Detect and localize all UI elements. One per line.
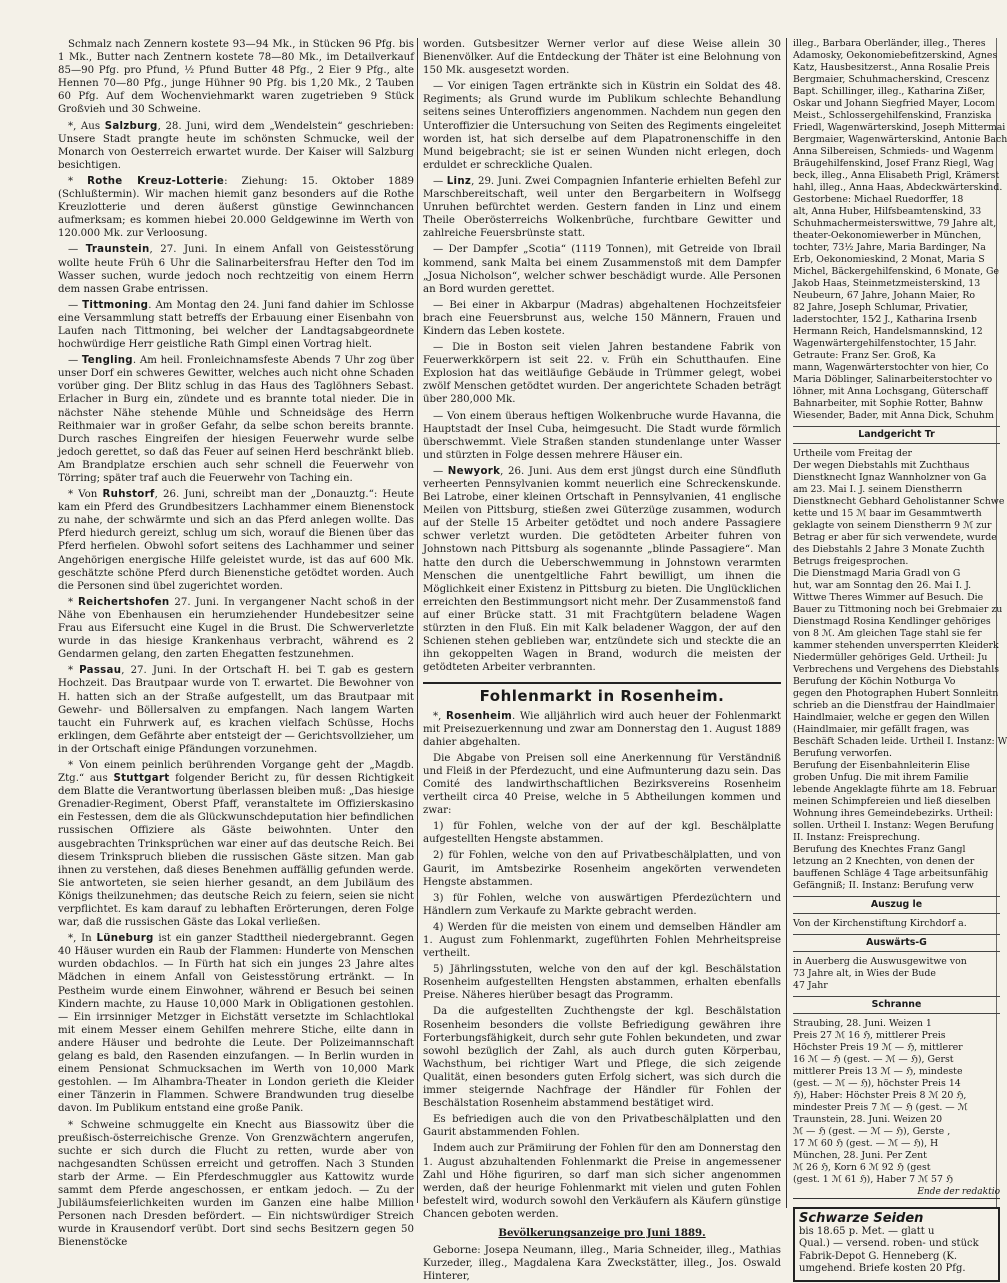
paragraph: — Von einem überaus heftigen Wolkenbruche wurde Havanna, die Hauptstadt der Insel Cuba, heimgesucht. Die Stadt wurde förmlich überschwemmt. Viele Straßen standen stundenlange unter Wasser und stürzten in Folge dessen mehrere Häuser ein.: [423, 410, 781, 462]
list-line: Beschäft Schaden leide. Urtheil I. Instanz: W: [793, 736, 1007, 747]
outside-heading: Auswärts-G: [793, 934, 1000, 952]
place-name: Rothe Kreuz-Lotterie: [87, 175, 225, 187]
paragraph: — Tengling. Am heil. Fronleichnamsfeste Abends 7 Uhr zog über unser Dorf ein schweres Gewitter, welches auch nicht ohne Schaden vorüber ging. Der Blitz schlug in das Haus des Taglöhners Sebast. Erlacher in Burg ein, zündete und es brannte total nieder. Die in nächster Nähe stehende Mühle und Schneidsäge des Herrn Reithmaier war in großer Gefahr, da selbe schon bereits brannte. Durch rasches Eingreifen der hiesigen Feuerwehr wurde selbe jedoch gerettet, so daß das Feuer auf seinen Herd beschränkt blieb. Am Brandplatze erschien auch sehr schnell die Feuerwehr von Törring; später traf auch die Feuerwehr von Taching ein.: [58, 354, 414, 485]
list-line: Erb, Oekonomieskind, 2 Monat, Maria S: [793, 254, 985, 265]
end-note: Ende der redaktio: [793, 1186, 1000, 1199]
paragraph: * Schweine schmuggelte ein Knecht aus Biassowitz über die preußisch-österreichische Grenze. Von Grenzwächtern angerufen, suchte er sich durch die Flucht zu retten, wurde aber von nachgesandten Schüssen erreicht und getroffen. Nach 3 Stunden starb der Arme. — Ein Pferdeschmuggler aus Kattowitz wurde sammt dem Pferde angeschossen, er entkam jedoch. — Zu der Jubiläumsfeierlichkeiten wurden im Ganzen eine halbe Million Personen nach Dresden befördert. — Ein nichtswürdiger Streich wurde in Krausendorf verübt. Dort sind sechs Besitzern gegen 50 Bienenstöcke: [58, 1119, 414, 1249]
list-line: am 23. Mai I. J. seinem Dienstherrn: [793, 484, 963, 495]
advertisement: [793, 1207, 1000, 1282]
list-line: Anna Silbereisen, Schmieds- und Wagenm: [793, 146, 994, 157]
paragraph: 1) für Fohlen, welche von der auf der kgl. Beschälplatte aufgestellten Hengste abstammen.: [423, 821, 781, 846]
ad-lines: [799, 1226, 994, 1276]
paragraph-text: 27. Juni. In vergangener Nacht schoß in der Nähe von Ebenhausen ein herumziehender Hundebesitzer seine Frau aus Eifersucht eine Kugel in die Brust. Die Schwerverletzte wurde in das hiesige Krankenhaus verbracht, während es 2 Gendarmen gelang, den zarten Ehegatten festzunehmen.: [58, 596, 414, 661]
list-line: Haindlmaier, welche er gegen den Willen: [793, 712, 990, 723]
ad-line: Qual.) — versend. roben- und stück: [799, 1238, 979, 1249]
list-line: letzung an 2 Knechten, von denen der: [793, 856, 975, 867]
place-name: Stuttgart: [113, 773, 170, 785]
paragraph: * Von einem peinlich berührenden Vorgange geht der „Magdb. Ztg.“ aus Stuttgart folgender Bericht zu, für dessen Richtigkeit dem Blatte die Verantwortung überlassen bleiben muß: „Das hiesige Grenadier-Regiment, Oberst Pfaff, veranstaltete im Offizierskasino ein Festessen, dem die als Glückwunschdeputation hier befindlichen russischen Offiziere als Gäste beiwohnten. Unter den ausgebrachten Trinksprüchen war einer auf das deutsche Reich. Bei diesem Trinkspruch blieben die russischen Gäste sitzen. Man gab ihnen zu verstehen, daß dieses Benehmen auffällig gefunden werde. Sie antworteten, sie seien hierher gesandt, an dem Jubiläum des Königs theilzunehmen; das deutsche Reich zu feiern, seien sie nicht verpflichtet. Es kam darauf zu lebhaften Erörterungen, deren Folge war, daß die russischen Gäste das Lokal verließen.: [58, 759, 414, 929]
grain-heading: Schranne: [793, 996, 1000, 1014]
paragraph: — Traunstein, 27. Juni. In einem Anfall von Geistesstörung wollte heute Früh 6 Uhr die Salinarbeitersfrau Hefter den Tod im Wasser suchen, wurde jedoch noch rechtzeitig von einem Herrn dem nassen Grabe entrissen.: [58, 243, 414, 295]
ad-line: bis 18.65 p. Met. — glatt u: [799, 1225, 935, 1237]
list-line: von 8 ℳ. Am gleichen Tage stahl sie fer: [793, 628, 982, 639]
list-line: hahl, illeg., Anna Haas, Abdeckwärterskind.: [793, 182, 1003, 193]
place-name: Linz: [446, 175, 472, 187]
ad-line: umgehend. Briefe kosten 20 Pfg.: [799, 1263, 966, 1274]
paragraph: 2) für Fohlen, welche von den auf Privatbeschälplatten, und von Gaurit, im Amtsbezirke Rosenheim angekörten verwendeten Hengste abstammen.: [423, 850, 781, 888]
list-line: theater-Oekonomiewerber in München,: [793, 230, 982, 241]
paragraph: *, Rosenheim. Wie alljährlich wird auch heuer der Fohlenmarkt mit Preisezuerkennung und zwar am Donnerstag den 1. August 1889 dahier abgehalten.: [423, 710, 781, 748]
section-title: Fohlenmarkt in Rosenheim.: [423, 682, 781, 703]
list-line: Jakob Haas, Steinmetzmeisterskind, 13: [793, 278, 981, 289]
list-line: Dienstmagd Rosina Kendlinger gehöriges: [793, 616, 991, 627]
list-line: des Diebstahls 2 Jahre 3 Monate Zuchth: [793, 544, 985, 555]
column-right: [793, 38, 1007, 1274]
list-line: (Haindlmaier, mir gefällt fragen, was: [793, 724, 970, 735]
place-name: Newyork: [447, 465, 501, 477]
list-line: 16 ℳ — ℌ (gest. — ℳ — ℌ), Gerst: [793, 1054, 954, 1065]
list-line: Berufung der Eisenbahnleiterin Elise: [793, 760, 970, 771]
list-line: Oskar und Johann Siegfried Mayer, Locom: [793, 98, 995, 109]
list-line: schrieb an die Dienstfrau der Haindlmaier: [793, 700, 995, 711]
paragraph-text: 27. Juni. In der Ortschaft H. bei T. gab es gestern Hochzeit. Das Brautpaar wurde von T. erwartet. Die Bewohner von H. hatten sich an der Straße aufgestellt, um das Brautpaar mit Gewehr- und Böllersalven zu empfangen. Nach langem Warten taucht ein Fuhrwerk auf, es krachen vielfach Schüsse, Hochs erklingen, dem Gefährte aber entsteigt der — Gerichtsvollzieher, um in der Ortschaft einige Pfändungen vorzunehmen.: [58, 665, 414, 755]
list-line: Berufung des Knechtes Franz Gangl: [793, 844, 966, 855]
list-line: Katz, Hausbesitzerst., Anna Rosalie Preis: [793, 62, 990, 73]
list-line: Bräugehilfenskind, Josef Franz Riegl, Wag: [793, 158, 994, 169]
list-line: Michel, Bäckergehilfenskind, 6 Monate, Ge: [793, 266, 1000, 277]
list-line: Hermann Reich, Handelsmannskind, 12: [793, 326, 983, 337]
list-line: Bergmaier, Schuhmacherskind, Crescenz: [793, 74, 990, 85]
list-line: Dienstknecht Gebhard Geholistanner Schwe: [793, 496, 1005, 507]
paragraph: — Die in Boston seit vielen Jahren bestandene Fabrik von Feuerwerkkörpern ist seit 22. v. Früh ein Schutthaufen. Eine Explosion hat das weitläufige Gebäude in Trümmer gelegt, wobei zwölf Menschen getödtet wurden. Der angerichtete Schaden beträgt über 280,000 Mk.: [423, 341, 781, 406]
ad-line: Fabrik-Depot G. Henneberg (K.: [799, 1250, 958, 1262]
list-line: ℳ — ℌ (gest. — ℳ — ℌ), Gerste ,: [793, 1126, 951, 1137]
list-line: hut, war am Sonntag den 26. Mai I. J.: [793, 580, 972, 591]
paragraph: — Der Dampfer „Scotia“ (1119 Tonnen), mit Getreide von Ibrail kommend, sank Malta bei einem Zusammenstoß mit dem Dampfer „Josua Nicholson“, welcher schwer beschädigt wurde. Alle Personen an Bord wurden gerettet.: [423, 243, 781, 295]
paragraph-text: 28. Juni, wird dem „Wendelstein“ geschrieben: Unsere Stadt prangte heute im schönsten Schmucke, weil der Monarch von Oesterreich erwartet wurde. Der Kaiser will Salzburg besichtigen.: [58, 120, 414, 171]
paragraph-text: 26. Juni. Aus dem erst jüngst durch eine Sündfluth verheerten Pennsylvanien kommt neuerlich eine Schreckenskunde. Bei Latrobe, einer kleinen Ortschaft in Pennsylvanien, 41 englische Meilen von Pittsburg, stießen zwei Güterzüge zusammen, wodurch auf der Stelle 15 Arbeiter getödtet und noch andere Passagiere schwer verletzt wurden. Die getödteten Arbeiter fuhren von Johnstown nach Pittsburg als sogenannte „blinde Passagiere“. Man hatte den durch die Ueberschwemmung in Johnstown verarmten Menschen die unentgeltliche Fahrt bewilligt, um ihnen die Möglichkeit einer Existenz in Pittsburg zu bieten. Die Unglücklichen erreichten den Bestimmungsort nicht mehr. Der Zusammenstoß fand auf einer Brücke statt. 31 mit Frachtgütern beladene Wagen stürzten in den Fluß. Ein mit Kalk beladener Waggon, der auf den Schienen stehen geblieben war, entzündete sich und steckte die an ihn gekoppelten Wagen in Brand, wodurch die meisten der getödteten Arbeiter verbrannten.: [423, 465, 781, 674]
list-line: Urtheile vom Freitag der: [793, 448, 912, 459]
list-line: Niedermüller gehöriges Geld. Urtheil: Ju: [793, 652, 988, 663]
list-line: Traunstein, 28. Juni. Weizen 20: [793, 1114, 943, 1125]
place-name: Tittmoning: [82, 299, 149, 311]
court-list: [793, 448, 1007, 892]
paragraph: — Vor einigen Tagen ertränkte sich in Küstrin ein Soldat des 48. Regiments; als Grund wurde im Publikum schlechte Behandlung seitens seines Unteroffiziers angenommen. Nachdem nun gegen den Unteroffizier die Untersuchung von Seiten des Regiments eingeleitet worden ist, hat sich derselbe auf dem Plapatronenschiffe in den Mund beigebracht; sie ist er seinen Wunden nicht erlegen, doch erduldet er schreckliche Qualen.: [423, 80, 781, 172]
place-name: Rosenheim: [445, 710, 513, 722]
population-list: [793, 38, 1007, 422]
paragraph: * Reichertshofen 27. Juni. In vergangener Nacht schoß in der Nähe von Ebenhausen ein herumziehender Hundebesitzer seine Frau aus Eifersucht eine Kugel in die Brust. Die Schwerverletzte wurde in das hiesige Krankenhaus verbracht, während es 2 Gendarmen gelang, den zarten Ehegatten festzunehmen.: [58, 596, 414, 661]
place-name: Lüneburg: [96, 933, 154, 945]
paragraph: Geborne: Josepa Neumann, illeg., Maria Schneider, illeg., Mathias Kurzeder, illeg., Magdalena Kara Zweckstätter, illeg., Jos. Oswald Hinterer,: [423, 1245, 781, 1283]
paragraph: Die Abgabe von Preisen soll eine Anerkennung für Verständniß und Fleiß in der Pferdezucht, und eine Aufmunterung dazu sein. Das Comité des landwirthschaftlichen Bezirksvereins Rosenheim vertheilt circa 40 Preise, welche in 5 Abtheilungen kommen und zwar:: [423, 752, 781, 817]
paragraph: Da die aufgestellten Zuchthengste der kgl. Beschälstation Rosenheim besonders die vollste Befriedigung gewähren ihre Forterbungsfähigkeit, durch sehr gute Fohlen bekundeten, und zwar sowohl bezüglich der Zahl, als auch durch guten Körperbau, Wachsthum, bei richtiger Wart und Pflege, die sich zeigende Qualität, einen besonders guten Erfolg sichert, was sich durch die immer steigernde Nachfrage der Händler für Fohlen der Beschälstation Rosenheim abstammend bestätiget wird.: [423, 1006, 781, 1110]
paragraph-text: 29. Juni. Zwei Compagnien Infanterie erhielten Befehl zur Marschbereitschaft, weil unter den Bergarbeitern in Wolfsegg Unruhen befürchtet werden. Gestern fanden in Linz und einem Theile Oberösterreichs Wolkenbrüche, furchtbare Gewitter und zahlreiche Feuersbrünste statt.: [423, 175, 781, 240]
paragraph: * Rothe Kreuz-Lotterie: Ziehung: 15. Oktober 1889 (Schlußtermin). Wir machen hiemit ganz besonders auf die Rothe Kreuzlotterie und deren äußerst günstige Gewinnchancen aufmerksam; es kommen hiebei 20.000 Geldgewinne im Werth von 120.000 Mk. zur Verloosung.: [58, 175, 414, 240]
paragraph-text: 27. Juni. In einem Anfall von Geistesstörung wollte heute Früh 6 Uhr die Salinarbeitersfrau Hefter den Tod im Wasser suchen, wurde jedoch noch rechtzeitig von einem Herrn dem nassen Grabe entrissen.: [58, 244, 414, 295]
list-line: Gefängniß; II. Instanz: Berufung verw: [793, 880, 974, 891]
paragraph: Schmalz nach Zennern kostete 93—94 Mk., in Stücken 96 Pfg. bis 1 Mk., Butter nach Zentnern kostete 78—80 Mk., im Detailverkauf 85—90 Pfg. pro Pfund, ½ Pfund Butter 48 Pfg., 2 Eier 9 Pfg., alte Hennen 70—80 Pfg., junge Hühner 90 Pfg. bis 1,20 Mk., 2 Tauben 60 Pfg. Auf dem Wochenviehmarkt waren zugetrieben 9 Stück Großvieh und 30 Schweine.: [58, 39, 414, 116]
list-line: alt, Anna Huber, Hilfsbeamtenskind, 33: [793, 206, 982, 217]
list-line: meinen Schimpfereien und ließ dieselben: [793, 796, 991, 807]
list-line: tochter, 73½ Jahre, Maria Bardinger, Na: [793, 242, 986, 253]
list-line: München, 28. Juni. Per Zent: [793, 1150, 927, 1161]
list-line: (gest. 1 ℳ 61 ℌ), Haber 7 ℳ 57 ℌ: [793, 1174, 954, 1185]
list-line: Bapt. Schillinger, illeg., Katharina Zißer,: [793, 86, 986, 97]
list-line: ℳ 26 ℌ, Korn 6 ℳ 92 ℌ (gest: [793, 1162, 931, 1173]
list-line: Meist., Schlossergehilfenskind, Franziska: [793, 110, 992, 121]
court-heading: Landgericht Tr: [793, 426, 1000, 444]
list-line: (gest. — ℳ — ℌ), höchster Preis 14: [793, 1078, 961, 1089]
list-line: mindester Preis 7 ℳ — ℌ (gest. — ℳ: [793, 1102, 968, 1113]
excerpt-line: Von der Kirchenstiftung Kirchdorf a.: [793, 918, 967, 929]
place-name: Reichertshofen: [78, 596, 170, 608]
paragraph: Es befriedigen auch die von den Privatbeschälplatten und den Gaurit abstammenden Fohlen.: [423, 1114, 781, 1139]
paragraph-text: Wie alljährlich wird auch heuer der Fohlenmarkt mit Preisezuerkennung und zwar am Donnerstag den 1. August 1889 dahier abgehalten.: [423, 710, 781, 748]
list-line: Schuhmachermeisterswittwe, 79 Jahre alt,: [793, 218, 997, 229]
paragraph: 5) Jährlingsstuten, welche von den auf der kgl. Beschälstation Rosenheim aufgestellten Hengsten abstammen, erhalten ebenfalls Preise. Näheres hierüber besagt das Programm.: [423, 964, 781, 1002]
paragraph-text: Am heil. Fronleichnamsfeste Abends 7 Uhr zog über unser Dorf ein schweres Gewitter, welches auch nicht ohne Schaden vorüber ging. Der Blitz schlug in das Haus des Taglöhners Sebast. Erlacher in Burg ein, zündete und es brannte total nieder. Die in nächster Nähe stehende Mühle und Schneidsäge des Herrn Reithmaier war in großer Gefahr, da selbe schon bereits brannte. Durch rasches Eingreifen der hiesigen Feuerwehr wurde selbe jedoch gerettet, so daß das Feuer auf seinen Herd beschränkt blieb. Am Brandplatze erschien auch sehr schnell die Feuerwehr von Törring; später traf auch die Feuerwehr von Taching ein.: [58, 355, 414, 484]
paragraph: — Bei einer in Akbarpur (Madras) abgehaltenen Hochzeitsfeier brach eine Feuersbrunst aus, welche 150 Männern, Frauen und Kindern das Leben kostete.: [423, 299, 781, 338]
paragraph: Indem auch zur Prämiirung der Fohlen für den am Donnerstag den 1. August abzuhaltenden Fohlenmarkt die Preise in angemessener Zahl und Höhe figuriren, so darf man sich sicher angenommen werden, daß der heurige Fohlenmarkt mit vielen und guten Fohlen befestelt wird, wodurch sowohl den Verkäufern als Käufern günstige Chancen geboten werden.: [423, 1143, 781, 1220]
list-line: groben Unfug. Die mit ihrem Familie: [793, 772, 969, 783]
paragraph-text: Ziehung: 15. Oktober 1889 (Schlußtermin). Wir machen hiemit ganz besonders auf die Rothe Kreuzlotterie und deren äußerst günstige Gewinnchancen aufmerksam; es kommen hiebei 20.000 Geldgewinne im Werth von 120.000 Mk. zur Verloosung.: [58, 175, 414, 240]
paragraph-text: Am Montag den 24. Juni fand dahier im Schlosse eine Versammlung statt betreffs der Erbauung einer Eisenbahn von Laufen nach Tittmoning, bei welcher der Landtagsabgeordnete hochwürdige Herr geistliche Rath Gimpl einen Vortrag hielt.: [58, 299, 414, 351]
place-name: Passau: [79, 665, 122, 677]
list-line: Die Dienstmagd Maria Gradl von G: [793, 568, 961, 579]
list-line: Gestorbene: Michael Ruedorffer, 18: [793, 194, 964, 205]
list-line: Berufung der Köchin Notburga Vo: [793, 676, 956, 687]
paragraph: — Newyork, 26. Juni. Aus dem erst jüngst durch eine Sündfluth verheerten Pennsylvanien kommt neuerlich eine Schreckenskunde. Bei Latrobe, einer kleinen Ortschaft in Pennsylvanien, 41 englische Meilen von Pittsburg, stießen zwei Güterzüge zusammen, wodurch auf der Stelle 15 Arbeiter getödtet und noch andere Passagiere schwer verletzt wurden. Die getödteten Arbeiter fuhren von Johnstown nach Pittsburg als sogenannte „blinde Passagiere“. Man hatte den durch die Ueberschwemmung in Johnstown verarmten Menschen die unentgeltliche Fahrt bewilligt, um ihnen die Möglichkeit einer Existenz in Pittsburg zu bieten. Die Unglücklichen erreichten den Bestimmungsort nicht mehr. Der Zusammenstoß fand auf einer Brücke statt. 31 mit Frachtgütern beladene Wagen stürzten in den Fluß. Ein mit Kalk beladener Waggon, der auf den Schienen stehen geblieben war, entzündete sich und steckte die an ihn gekoppelten Wagen in Brand, wodurch die meisten der getödteten Arbeiter verbrannten.: [423, 465, 781, 675]
list-line: Maria Döblinger, Salinarbeiterstochter vo: [793, 374, 993, 385]
list-line: Bauer zu Tittmoning noch bei Grebmaier zu: [793, 604, 1003, 615]
list-line: mann, Wagenwärterstochter von hier, Co: [793, 362, 989, 373]
list-line: II. Instanz: Freisprechung.: [793, 832, 921, 843]
paragraph: * Passau, 27. Juni. In der Ortschaft H. bei T. gab es gestern Hochzeit. Das Brautpaar wurde von T. erwartet. Die Bewohner von H. hatten sich an der Straße aufgestellt, um das Brautpaar mit Gewehr- und Böllersalven zu empfangen. Nach langem Warten taucht ein Fuhrwerk auf, es krachen vielfach Schüsse, Hochs erklingen, dem Gefährte aber entsteigt der — Gerichtsvollzieher, um in der Ortschaft einige Pfändungen vorzunehmen.: [58, 665, 414, 755]
list-line: Betrugs freigesprochen.: [793, 556, 909, 567]
list-line: Getraute: Franz Ser. Groß, Ka: [793, 350, 936, 361]
place-name: Traunstein: [85, 244, 150, 256]
column-rule-1: [417, 38, 418, 1203]
paragraph: *, Aus Salzburg, 28. Juni, wird dem „Wendelstein“ geschrieben: Unsere Stadt prangte heute im schönsten Schmucke, weil der Monarch von Oesterreich erwartet wurde. Der Kaiser will Salzburg besichtigen.: [58, 120, 414, 171]
list-line: Betrag er aber für sich verwendete, wurde: [793, 532, 997, 543]
list-line: 73 Jahre alt, in Wies der Bude: [793, 968, 936, 979]
list-line: Friedl, Wagenwärterskind, Joseph Mittermai: [793, 122, 1006, 133]
grain-list: [793, 1018, 1000, 1186]
list-line: ℌ), Haber: Höchster Preis 8 ℳ 20 ℌ,: [793, 1090, 967, 1101]
column-middle: [423, 38, 782, 1283]
list-line: geklagte von seinem Dienstherrn 9 ℳ zur: [793, 520, 992, 531]
list-line: in Auerberg die Auswusgewitwe von: [793, 956, 967, 967]
list-line: Verbrechens und Vergehens des Diebstahls: [793, 664, 1000, 675]
paragraph: 3) für Fohlen, welche von auswärtigen Pferdezüchtern und Händlern zum Verkaufe zu Markte gebracht werden.: [423, 892, 781, 917]
list-line: Der wegen Diebstahls mit Zuchthaus: [793, 460, 970, 471]
list-line: 82 Jahre, Joseph Schlumar, Privatier,: [793, 302, 969, 313]
ad-title: Schwarze Seiden: [799, 1211, 924, 1226]
list-line: gegen den Photographen Hubert Sonnleitn: [793, 688, 999, 699]
list-line: sollen. Urtheil I. Instanz: Wegen Berufung: [793, 820, 994, 831]
list-line: Wiesender, Bader, mit Anna Dick, Schuhm: [793, 410, 994, 421]
outside-list: [793, 956, 1000, 992]
list-line: Bergmaier, Wagenwärterskind, Antonie Bach: [793, 134, 1007, 145]
paragraph-text: folgender Bericht zu, für dessen Richtigkeit dem Blatte die Verantwortung überlassen bleiben muß: „Das hiesige Grenadier-Regiment, Oberst Pfaff, veranstaltete im Offizierskasino ein Festessen, dem die als Glückwunschdeputation hier befindlichen russischen Offiziere als Gäste beiwohnten. Unter den ausgebrachten Trinksprüchen war einer auf das deutsche Reich. Bei diesem Trinkspruch blieben die russischen Gäste sitzen. Man gab ihnen zu verstehen, daß dieses Benehmen auffällig gefunden werde. Sie antworteten, sie seien hierher gesandt, an dem Jubiläum des Königs theilzunehmen; das deutsche Reich zu feiern, seien sie nicht verpflichtet. Es kam darauf zu lebhaften Erörterungen, deren Folge war, daß die russischen Gäste das Lokal verließen.: [58, 773, 414, 929]
list-line: Wagenwärtergehilfenstochter, 15 Jahr.: [793, 338, 977, 349]
list-line: Neubeurn, 67 Jahre, Johann Maier, Ro: [793, 290, 976, 301]
list-line: Adamosky, Oekonomiebefitzerskind, Agnes: [793, 50, 998, 61]
list-line: bauffenen Schläge 4 Tage arbeitsunfähig: [793, 868, 989, 879]
list-line: Dienstknecht Ignaz Wannholzner von Ga: [793, 472, 987, 483]
list-line: Höchster Preis 19 ℳ — ℌ, mittlerer: [793, 1042, 963, 1053]
list-line: Wohnung ihres Gemeindebezirks. Urtheil:: [793, 808, 994, 819]
list-line: illeg., Barbara Oberländer, illeg., Theres: [793, 38, 986, 49]
population-heading: Bevölkerungsanzeige pro Juni 1889.: [498, 1226, 706, 1239]
paragraph: *, In Lüneburg ist ein ganzer Stadttheil niedergebrannt. Gegen 40 Häuser wurden ein Raub der Flammen: Hunderte von Menschen wurden obdachlos. — In Fürth hat sich ein junges 23 Jahre altes Mädchen in einem Anfall von Geistesstörung ertränkt. — In Pestheim wurde einem Einwohner, während er Besuch bei seinen Kindern machte, zu Hause 10,000 Mark in Obligationen gestohlen. — Ein irrsinniger Metzger in Eichstätt versetzte im Schlachtlokal mit einem Messer einem Gehilfen mehrere Stiche, eilte dann in andere Häuser und bedrohte die Leute. Der Polizeimannschaft gelang es bald, den Rasenden einzufangen. — In Berlin wurden in einem Pensionat Schmucksachen im Werth von 10,000 Mark gestohlen. — Im Alhambra-Theater in London gerieth die Kleider einer Tänzerin in Flammen. Schwere Brandwunden trug dieselbe davon. Im Publikum entstand eine große Panik.: [58, 933, 414, 1115]
list-line: kette und 15 ℳ baar im Gesammtwerth: [793, 508, 982, 519]
list-line: mittlerer Preis 13 ℳ — ℌ, mindeste: [793, 1066, 963, 1077]
paragraph-text: Von einem peinlich berührenden Vorgange geht der „Magdb. Ztg.“ aus: [58, 759, 414, 785]
paragraph-text: Schweine schmuggelte ein Knecht aus Biassowitz über die preußisch-österreichische Grenze. Von Grenzwächtern angerufen, suchte er sich durch die Flucht zu retten, wurde aber von nachgesandten Schüssen erreicht und getroffen. Nach 3 Stunden starb der Arme. — Ein Pferdeschmuggler aus Kattowitz wurde sammt dem Pferde angeschossen, er entkam jedoch. — Zu der Jubiläumsfeierlichkeiten wurden im Ganzen eine halbe Million Personen nach Dresden befördert. — Ein nichtswürdiger Streich wurde in Krausendorf verübt. Dort sind sechs Besitzern gegen 50 Bienenstöcke: [58, 1119, 414, 1249]
column-left: [58, 38, 414, 1249]
list-line: lebende Angeklagte führte am 18. Februar: [793, 784, 997, 795]
list-line: Berufung verworfen.: [793, 748, 892, 759]
paragraph: 4) Werden für die meisten von einem und demselben Händler am 1. August zum Fohlenmarkt, zugeführten Fohlen Mehrheitspreise vertheilt.: [423, 921, 781, 960]
list-line: beck, illeg., Anna Elisabeth Prigl, Krämerst: [793, 170, 1000, 181]
paragraph: worden. Gutsbesitzer Werner verlor auf diese Weise allein 30 Bienenvölker. Auf die Entdeckung der Thäter ist eine Belohnung von 150 Mk. ausgesetzt worden.: [423, 39, 781, 77]
paragraph: — Tittmoning. Am Montag den 24. Juni fand dahier im Schlosse eine Versammlung statt betreffs der Erbauung einer Eisenbahn von Laufen nach Tittmoning, bei welcher der Landtagsabgeordnete hochwürdige Herr geistliche Rath Gimpl einen Vortrag hielt.: [58, 299, 414, 351]
paragraph-text: ist ein ganzer Stadttheil niedergebrannt. Gegen 40 Häuser wurden ein Raub der Flammen: Hunderte von Menschen wurden obdachlos. — In Fürth hat sich ein junges 23 Jahre altes Mädchen in einem Anfall von Geistesstörung ertränkt. — In Pestheim wurde einem Einwohner, während er Besuch bei seinen Kindern machte, zu Hause 10,000 Mark in Obligationen gestohlen. — Ein irrsinniger Metzger in Eichstätt versetzte im Schlachtlokal mit einem Messer einem Gehilfen mehrere Stiche, eilte dann in andere Häuser und bedrohte die Leute. Der Polizeimannschaft gelang es bald, den Rasenden einzufangen. — In Berlin wurden in einem Pensionat Schmucksachen im Werth von 10,000 Mark gestohlen. — Im Alhambra-Theater in London gerieth die Kleider einer Tänzerin in Flammen. Schwere Brandwunden trug dieselbe davon. Im Publikum entstand eine große Panik.: [58, 933, 414, 1115]
excerpt-heading: Auszug le: [793, 896, 1000, 914]
list-line: 47 Jahr: [793, 980, 828, 991]
list-line: Wittwe Theres Wimmer auf Besuch. Die: [793, 592, 984, 603]
place-name: Ruhstorf: [102, 489, 155, 501]
place-name: Tengling: [81, 355, 133, 367]
list-line: laderstochter, 15⁄2 J., Katharina Irsenb: [793, 314, 977, 325]
list-line: kammer stehenden unversperrten Kleiderk: [793, 640, 999, 651]
paragraph-text: 26. Juni, schreibt man der „Donauztg.“: Heute kam ein Pferd des Grundbesitzers Lachhammer einem Bienenstock zu nahe, der schwärmte und sich an das Pferd anlegen wollte. Das Pferd hiedurch gereizt, schlug um sich, worauf die Bienen über das Pferd herfielen. Obwohl sofort seitens des Lachhammer und seiner Angehörigen energische Hilfe geleistet wurde, ist das auf 600 Mk. geschätzte schöne Pferd durch Bienenstiche getödtet worden. Auch die Personen sind übel zugerichtet worden.: [58, 489, 414, 592]
list-line: Bahnarbeiter, mit Sophie Rotter, Bahnw: [793, 398, 983, 409]
list-line: Straubing, 28. Juni. Weizen 1: [793, 1018, 932, 1029]
paragraph: — Linz, 29. Juni. Zwei Compagnien Infanterie erhielten Befehl zur Marschbereitschaft, weil unter den Bergarbeitern in Wolfsegg Unruhen befürchtet werden. Gestern fanden in Linz und einem Theile Oberösterreichs Wolkenbrüche, furchtbare Gewitter und zahlreiche Feuersbrünste statt.: [423, 175, 781, 240]
place-name: Salzburg: [104, 120, 158, 132]
list-line: löhner, mit Anna Lochsgang, Güterschaff: [793, 386, 988, 397]
paragraph: * Von Ruhstorf, 26. Juni, schreibt man der „Donauztg.“: Heute kam ein Pferd des Grundbesitzers Lachhammer einem Bienenstock zu nahe, der schwärmte und sich an das Pferd anlegen wollte. Das Pferd hiedurch gereizt, schlug um sich, worauf die Bienen über das Pferd herfielen. Obwohl sofort seitens des Lachhammer und seiner Angehörigen energische Hilfe geleistet wurde, ist das auf 600 Mk. geschätzte schöne Pferd durch Bienenstiche getödtet worden. Auch die Personen sind übel zugerichtet worden.: [58, 489, 414, 592]
column-rule-2: [786, 38, 787, 1208]
list-line: 17 ℳ 60 ℌ (gest. — ℳ — ℌ), H: [793, 1138, 939, 1149]
list-line: Preis 27 ℳ 16 ℌ, mittlerer Preis: [793, 1030, 946, 1041]
